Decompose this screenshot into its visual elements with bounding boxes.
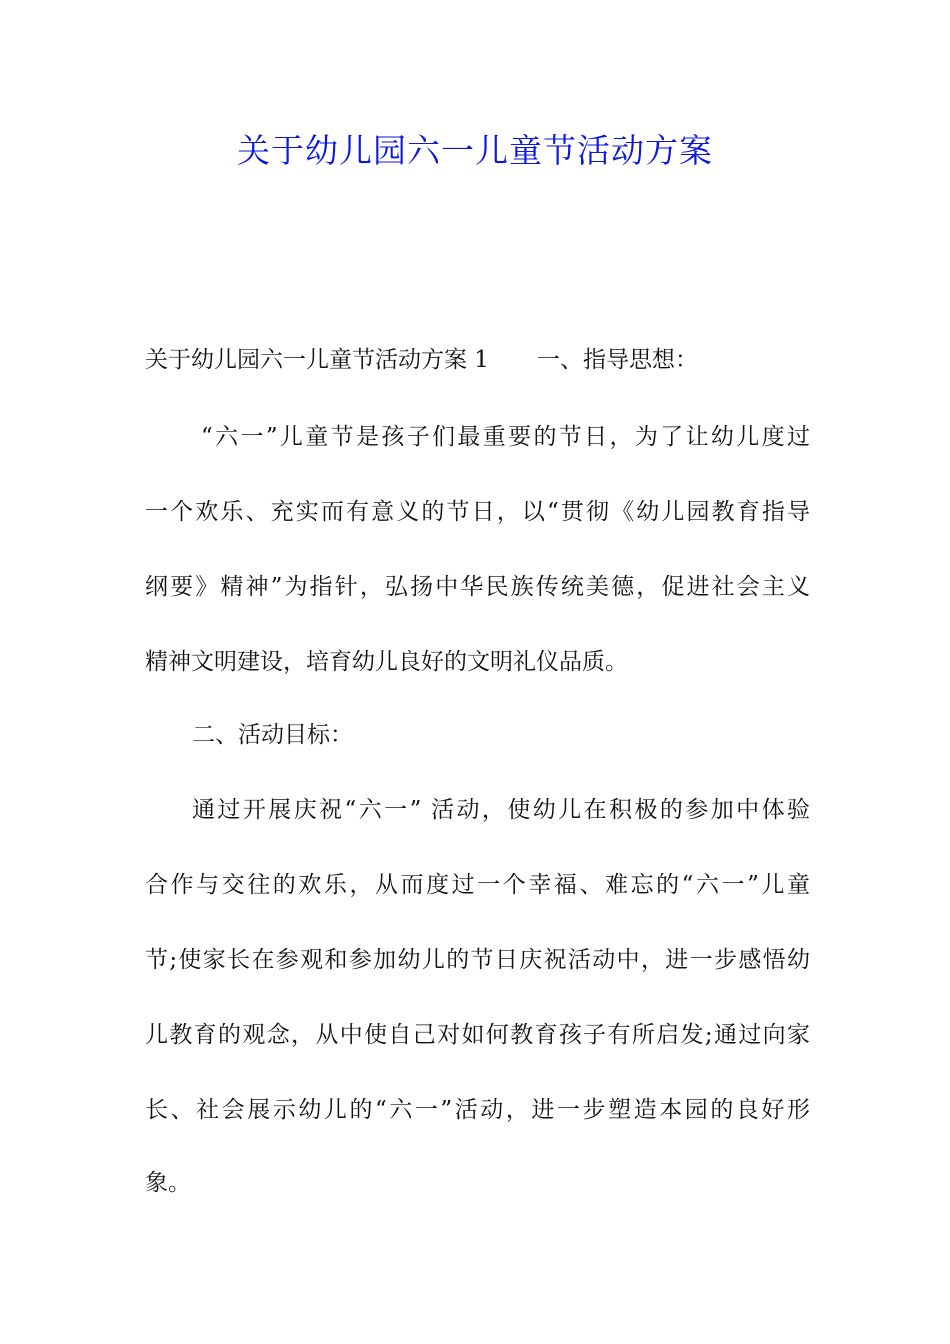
paragraph2-line: 儿教育的观念，从中使自己对如何教育孩子有所启发;通过向家: [145, 1022, 810, 1048]
section2-heading: 二、活动目标：: [192, 722, 353, 748]
section1-heading: 一、指导思想：: [536, 347, 698, 373]
paragraph2-line: 节;使家长在参观和参加幼儿的节日庆祝活动中，进一步感悟幼: [145, 947, 810, 973]
paragraph2-line: 通过开展庆祝“六一” 活动，使幼儿在积极的参加中体验: [192, 797, 810, 823]
paragraph2-line: 合作与交往的欢乐，从而度过一个幸福、难忘的“六一”儿童: [145, 872, 810, 898]
paragraph2-line: 长、社会展示幼儿的“六一”活动，进一步塑造本园的良好形: [145, 1097, 810, 1123]
paragraph2-line: 象。: [145, 1170, 191, 1196]
paragraph1-line: 精神文明建设，培育幼儿良好的文明礼仪品质。: [145, 649, 628, 675]
document-title: 关于幼儿园六一儿童节活动方案: [237, 131, 713, 170]
intro-heading: 关于幼儿园六一儿童节活动方案 1: [145, 347, 489, 373]
paragraph1-line: 纲要》精神”为指针，弘扬中华民族传统美德，促进社会主义: [145, 574, 810, 600]
paragraph1-line: “六一”儿童节是孩子们最重要的节日，为了让幼儿度过: [201, 424, 810, 450]
paragraph1-line: 一个欢乐、充实而有意义的节日，以“贯彻《幼儿园教育指导: [145, 499, 810, 525]
intro-line: [145, 345, 698, 375]
